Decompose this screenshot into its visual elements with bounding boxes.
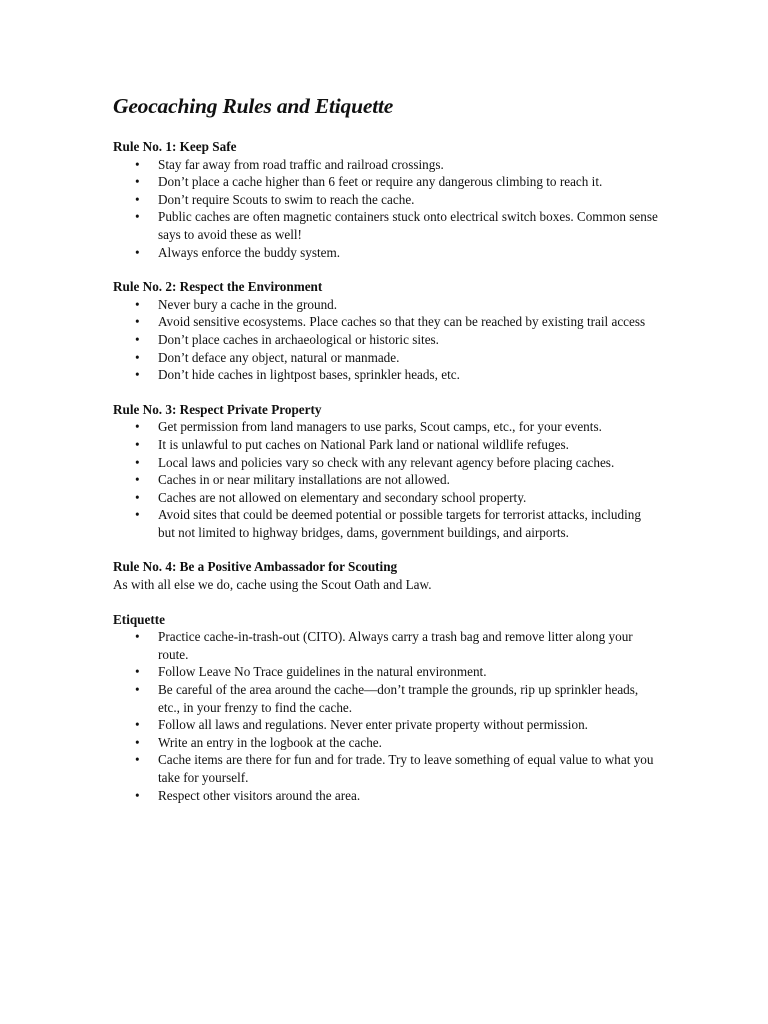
list-item-text: Don’t require Scouts to swim to reach the cache. (158, 191, 415, 207)
section-rule-1 (113, 138, 658, 261)
bullet-icon: • (135, 156, 140, 172)
list-item-text: Avoid sites that could be deemed potential or possible targets for terrorist attacks, including but not limited to highway bridges, dams, government buildings, and airports. (158, 507, 641, 540)
list-item-text: Caches are not allowed on elementary and secondary school property. (158, 489, 527, 505)
section-body-text: As with all else we do, cache using the Scout Oath and Law. (113, 577, 432, 593)
list-item (113, 173, 658, 191)
section-rule-3 (113, 401, 658, 542)
list-item-text: Be careful of the area around the cache—don’t trample the grounds, rip up sprinkler heads, etc., in your frenzy to find the cache. (158, 682, 639, 715)
bullet-icon: • (135, 507, 140, 523)
list-item (113, 156, 658, 174)
list-item-text: Practice cache-in-trash-out (CITO). Always carry a trash bag and remove litter along your route. (158, 629, 633, 662)
list-item (113, 366, 658, 384)
list-item-text: Get permission from land managers to use parks, Scout camps, etc., for your events. (158, 419, 602, 435)
bullet-icon: • (135, 436, 140, 452)
list-item (113, 751, 658, 786)
list-item-text: Cache items are there for fun and for trade. Try to leave something of equal value to what you take for yourself. (158, 752, 654, 785)
section-rule-2 (113, 278, 658, 384)
list-item-text: Don’t deface any object, natural or manmade. (158, 349, 400, 365)
section-heading: Etiquette (113, 611, 166, 627)
list-item-text: Respect other visitors around the area. (158, 787, 361, 803)
bullet-icon: • (135, 331, 140, 347)
list-item-text: Never bury a cache in the ground. (158, 296, 338, 312)
bullet-icon: • (135, 244, 140, 260)
list-item (113, 436, 658, 454)
list-item (113, 454, 658, 472)
bullet-icon: • (135, 717, 140, 733)
list-item (113, 734, 658, 752)
list-item (113, 787, 658, 805)
bullet-icon: • (135, 734, 140, 750)
bullet-icon: • (135, 472, 140, 488)
section-etiquette (113, 611, 658, 805)
bullet-icon: • (135, 752, 140, 768)
bullet-icon: • (135, 664, 140, 680)
list-item-text: Caches in or near military installations are not allowed. (158, 472, 450, 488)
section-heading: Rule No. 4: Be a Positive Ambassador for Scouting (113, 559, 398, 575)
bullet-icon: • (135, 454, 140, 470)
list-item-text: Don’t place a cache higher than 6 feet or require any dangerous climbing to reach it. (158, 174, 603, 190)
list-item-text: Don’t hide caches in lightpost bases, sprinkler heads, etc. (158, 367, 460, 383)
list-item-text: It is unlawful to put caches on National Park land or national wildlife refuges. (158, 436, 569, 452)
list-item (113, 331, 658, 349)
bullet-icon: • (135, 682, 140, 698)
list-item (113, 208, 658, 243)
bullet-icon: • (135, 367, 140, 383)
list-item-text: Write an entry in the logbook at the cache. (158, 734, 382, 750)
document-page (113, 92, 658, 821)
list-item (113, 681, 658, 716)
bullet-icon: • (135, 296, 140, 312)
list-item (113, 663, 658, 681)
list-item (113, 296, 658, 314)
list-item-text: Avoid sensitive ecosystems. Place caches so that they can be reached by existing trail access (158, 314, 646, 330)
list-item-text: Stay far away from road traffic and railroad crossings. (158, 156, 444, 172)
bullet-list (113, 296, 658, 384)
list-item (113, 244, 658, 262)
page-title: Geocaching Rules and Etiquette (113, 94, 394, 118)
bullet-icon: • (135, 314, 140, 330)
bullet-list (113, 628, 658, 804)
list-item (113, 716, 658, 734)
section-heading: Rule No. 2: Respect the Environment (113, 279, 323, 295)
list-item (113, 191, 658, 209)
list-item-text: Follow Leave No Trace guidelines in the natural environment. (158, 664, 487, 680)
list-item (113, 313, 658, 331)
list-item (113, 471, 658, 489)
list-item-text: Public caches are often magnetic containers stuck onto electrical switch boxes. Common sense says to avoid these as well! (158, 209, 658, 242)
bullet-icon: • (135, 191, 140, 207)
bullet-icon: • (135, 629, 140, 645)
section-heading: Rule No. 1: Keep Safe (113, 139, 237, 154)
list-item (113, 418, 658, 436)
bullet-list (113, 156, 658, 262)
bullet-icon: • (135, 787, 140, 803)
bullet-icon: • (135, 209, 140, 225)
list-item-text: Follow all laws and regulations. Never enter private property without permission. (158, 717, 588, 733)
section-heading: Rule No. 3: Respect Private Property (113, 401, 322, 417)
list-item-text: Local laws and policies vary so check with any relevant agency before placing caches. (158, 454, 615, 470)
bullet-list (113, 418, 658, 541)
list-item (113, 489, 658, 507)
section-rule-4 (113, 558, 658, 593)
list-item (113, 349, 658, 367)
bullet-icon: • (135, 419, 140, 435)
bullet-icon: • (135, 174, 140, 190)
list-item-text: Don’t place caches in archaeological or historic sites. (158, 331, 439, 347)
list-item-text: Always enforce the buddy system. (158, 244, 341, 260)
bullet-icon: • (135, 349, 140, 365)
list-item (113, 628, 658, 663)
bullet-icon: • (135, 489, 140, 505)
list-item (113, 506, 658, 541)
